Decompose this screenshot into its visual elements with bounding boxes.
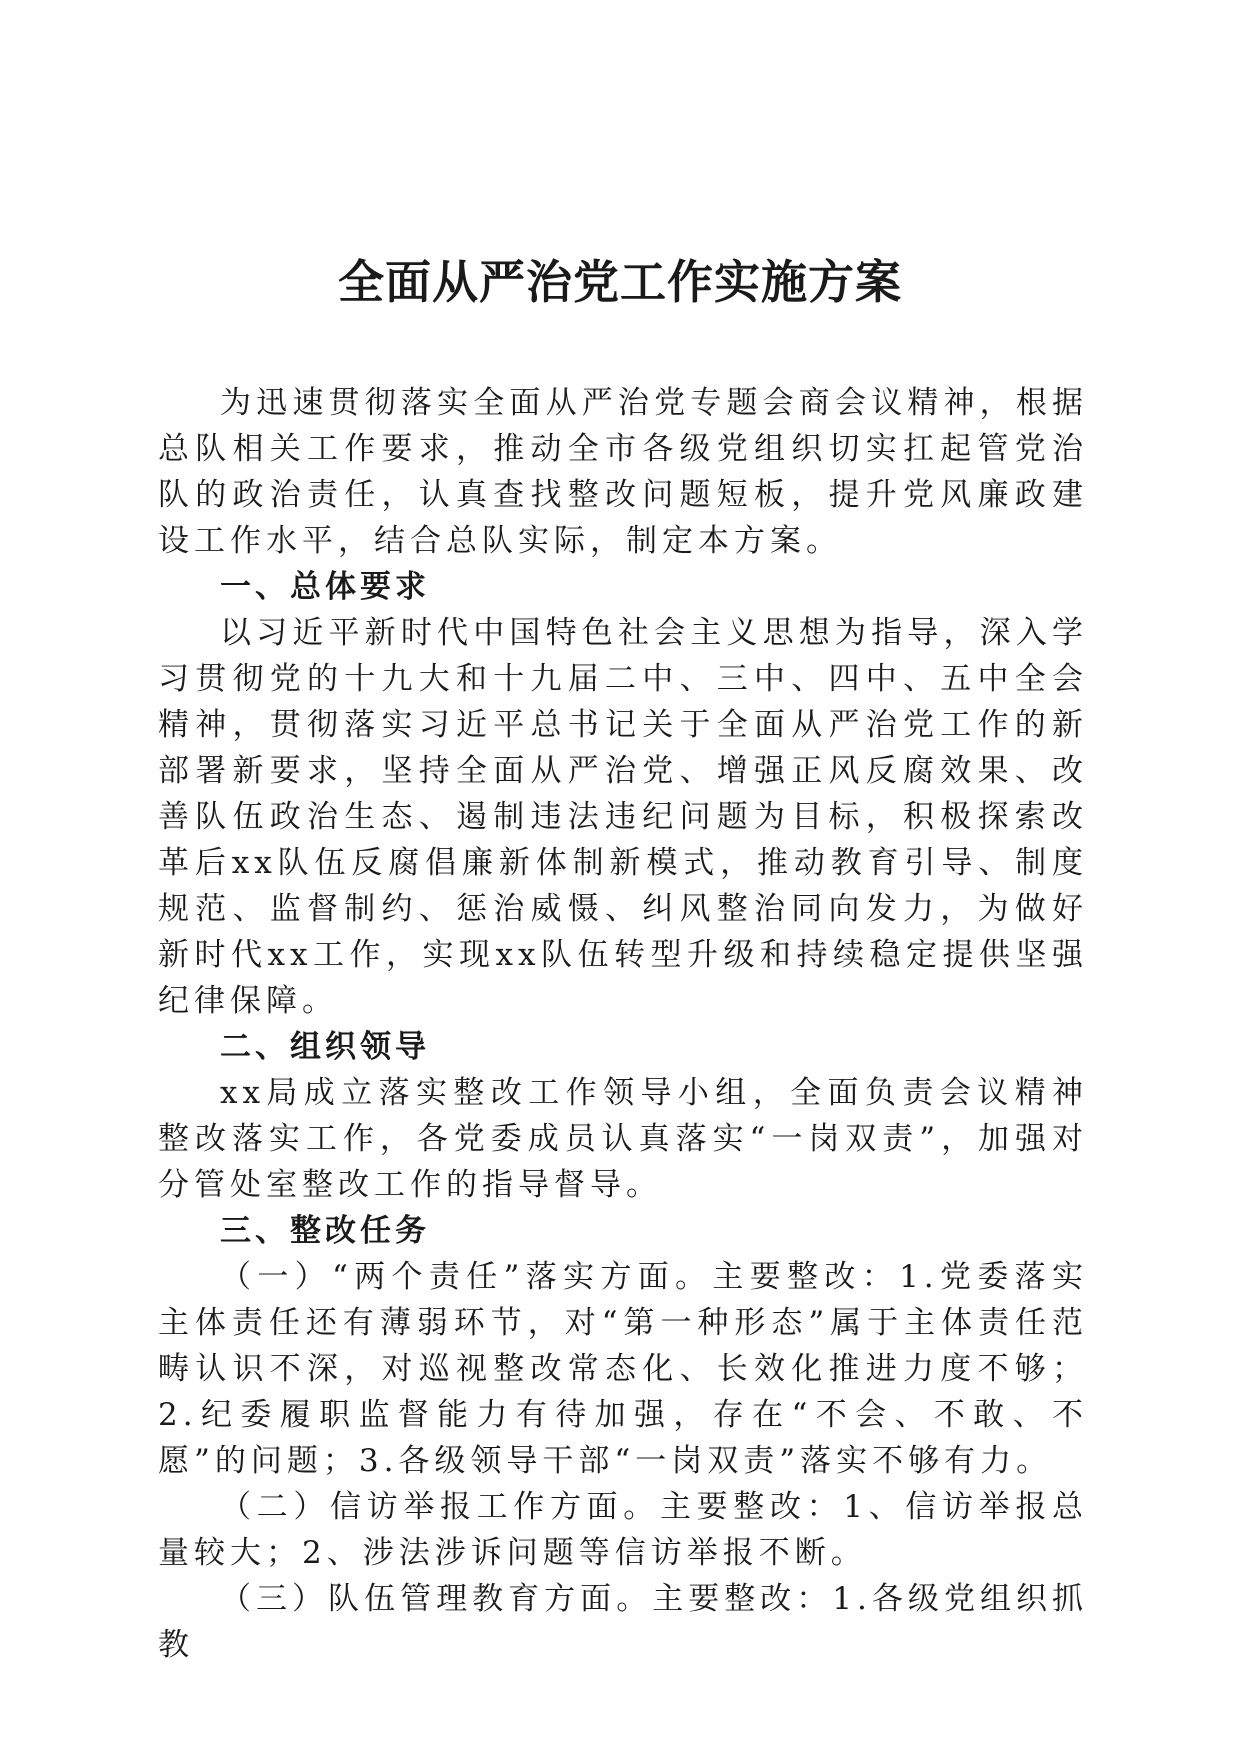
section-heading-general-requirements: 一、总体要求 — [220, 569, 430, 605]
document-body — [158, 380, 1088, 1668]
section-heading-organization-leadership: 二、组织领导 — [220, 1029, 430, 1065]
document-title: 全面从严治党工作实施方案 — [338, 255, 902, 309]
intro-paragraph: 为迅速贯彻落实全面从严治党专题会商会议精神，根据总队相关工作要求，推动全市各级党组织切实扛起管党治队的政治责任，认真查找整改问题短板，提升党风廉政建设工作水平，结合总队实际，制定本方案。 — [158, 385, 1088, 559]
task-item-two-responsibilities: （一）“两个责任”落实方面。主要整改：1.党委落实主体责任还有薄弱环节，对“第一种形态”属于主体责任范畴认识不深，对巡视整改常态化、长效化推进力度不够；2.纪委履职监督能力有待加强，存在“不会、不敢、不愿”的问题；3.各级领导干部“一岗双责”落实不够有力。 — [158, 1259, 1088, 1479]
task-item-team-management: （三）队伍管理教育方面。主要整改：1.各级党组织抓教 — [158, 1581, 1088, 1663]
section-paragraph-organization-leadership: xx局成立落实整改工作领导小组，全面负责会议精神整改落实工作，各党委成员认真落实“一岗双责”，加强对分管处室整改工作的指导督导。 — [158, 1075, 1088, 1203]
section-heading-rectification-tasks: 三、整改任务 — [220, 1213, 430, 1249]
section-paragraph-general-requirements: 以习近平新时代中国特色社会主义思想为指导，深入学习贯彻党的十九大和十九届二中、三中、四中、五中全会精神，贯彻落实习近平总书记关于全面从严治党工作的新部署新要求，坚持全面从严治党、增强正风反腐效果、改善队伍政治生态、遏制违法违纪问题为目标，积极探索改革后xx队伍反腐倡廉新体制新模式，推动教育引导、制度规范、监督制约、惩治威慑、纠风整治同向发力，为做好新时代xx工作，实现xx队伍转型升级和持续稳定提供坚强纪律保障。 — [158, 615, 1088, 1019]
task-item-petition-reports: （二）信访举报工作方面。主要整改：1、信访举报总量较大；2、涉法涉诉问题等信访举报不断。 — [158, 1489, 1088, 1571]
